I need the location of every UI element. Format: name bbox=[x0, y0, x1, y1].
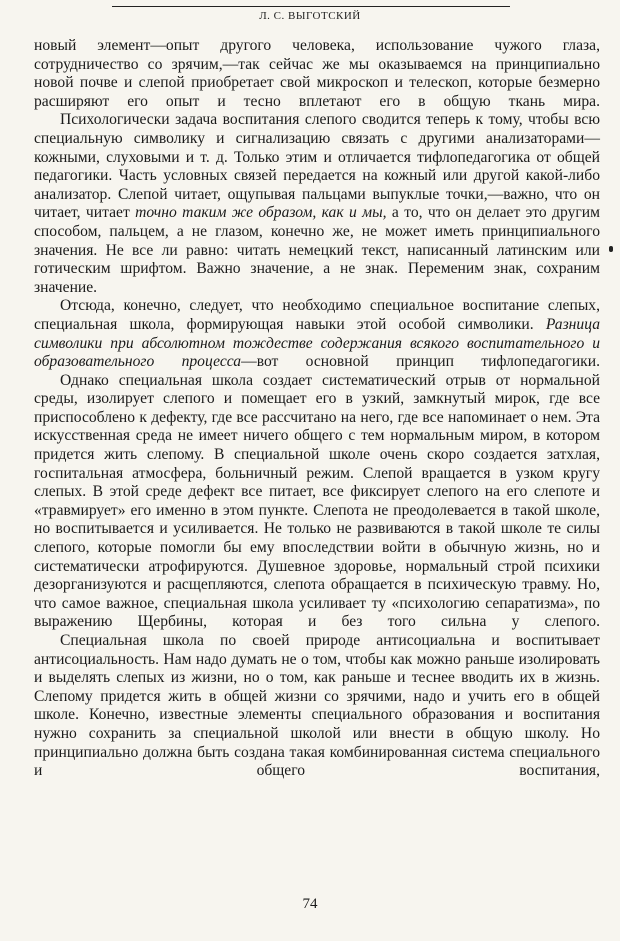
paragraph-5 bbox=[34, 632, 600, 781]
paragraph-1 bbox=[34, 37, 600, 111]
paragraph-2-italic: точно таким же образом, как и мы, bbox=[135, 204, 387, 222]
header-rule bbox=[112, 6, 510, 7]
paragraph-4-text: Однако специальная школа создает систематический отрыв от нормальной среды, изолирует слепого и помещает его в узкий, замкнутый мирок, где все приспособлено к дефекту, где все рассчитано на него, где все напоминает о нем. Эта искусственная среда не имеет ничего общего с тем нормальным миром, в котором придется жить слепому. В специальной школе очень скоро создается затхлая, госпитальная атмосфера, больничный режим. Слепой вращается в узком кругу слепых. В этой среде дефект все питает, все фиксирует слепого на его слепоте и «травмирует» его именно в этом пункте. Слепота не преодолевается в такой школе, но воспитывается и усиливается. Не только не развиваются в такой школе те силы слепого, которые помогли бы ему впоследствии войти в обычную жизнь, но и систематически атрофируются. Душевное здоровье, нормальный строй психики дезорганизуются и расщепляются, слепота обращается в психическую травму. Но, что самое важное, специальная школа усиливает ту «психологию сепаратизма», по выражению Щербины, которая и без того сильна у слепого. bbox=[34, 371, 600, 631]
paragraph-1-text: новый элемент—опыт другого человека, использование чужого глаза, сотрудничество со зрячим,—так сейчас же мы оказываемся на принципиально новой почве и слепой приобретает свой микроскоп и телескоп, которые безмерно расширяют его опыт и тесно вплетают его в общую ткань мира. bbox=[34, 37, 600, 110]
running-head: Л. С. ВЫГОТСКИЙ bbox=[259, 10, 361, 22]
paragraph-2 bbox=[34, 111, 600, 297]
paragraph-4 bbox=[34, 372, 600, 632]
paragraph-2-text-b: а то, что он делает это другим способом, пальцем, а не глазом, конечно же, не может иметь принципиального значения. Не все ли равно: читать немецкий текст, написанный латинским или готическим шрифтом. Важно значение, а не знак. Переменим знак, сохраним значение. bbox=[34, 204, 600, 296]
paragraph-3-text-a: Отсюда, конечно, следует, что необходимо специальное воспитание слепых, специальная школа, формирующая навыки этой особой символики. bbox=[34, 297, 600, 333]
margin-mark bbox=[609, 246, 613, 252]
paragraph-2-text-a: Психологически задача воспитания слепого сводится теперь к тому, чтобы всю специальную символику и сигнализацию связать с другими анализаторами—кожными, слуховыми и т. д. Только этим и отличается тифлопедагогика от общей педагогики. Часть условных связей передается на кожный или другой какой-либо анализатор. Слепой читает, ощупывая пальцами выпуклые точки,—важно, что он читает, читает bbox=[34, 111, 600, 222]
paragraph-5-text: Специальная школа по своей природе антисоциальна и воспитывает антисоциальность. Нам надо думать не о том, чтобы как можно раньше изолировать и выделять слепых из жизни, но о том, как раньше и теснее вводить их в жизнь. Слепому придется жить в общей жизни со зрячими, надо и учить его в общей школе. Конечно, известные элементы специального образования и воспитания нужно сохранить за специальной школой или внести в общую школу. Но принципиально должна быть создана такая комбинированная система специального и общего воспитания, bbox=[34, 632, 600, 780]
paragraph-3-italic: Разница символики при абсолютном тождестве содержания всякого воспитательного и образовательного процесса bbox=[34, 315, 600, 371]
paragraph-3-text-b: —вот основной принцип тифлопедагогики. bbox=[241, 353, 600, 371]
body-text bbox=[34, 37, 600, 781]
page-number: 74 bbox=[302, 896, 318, 912]
paragraph-3 bbox=[34, 297, 600, 371]
